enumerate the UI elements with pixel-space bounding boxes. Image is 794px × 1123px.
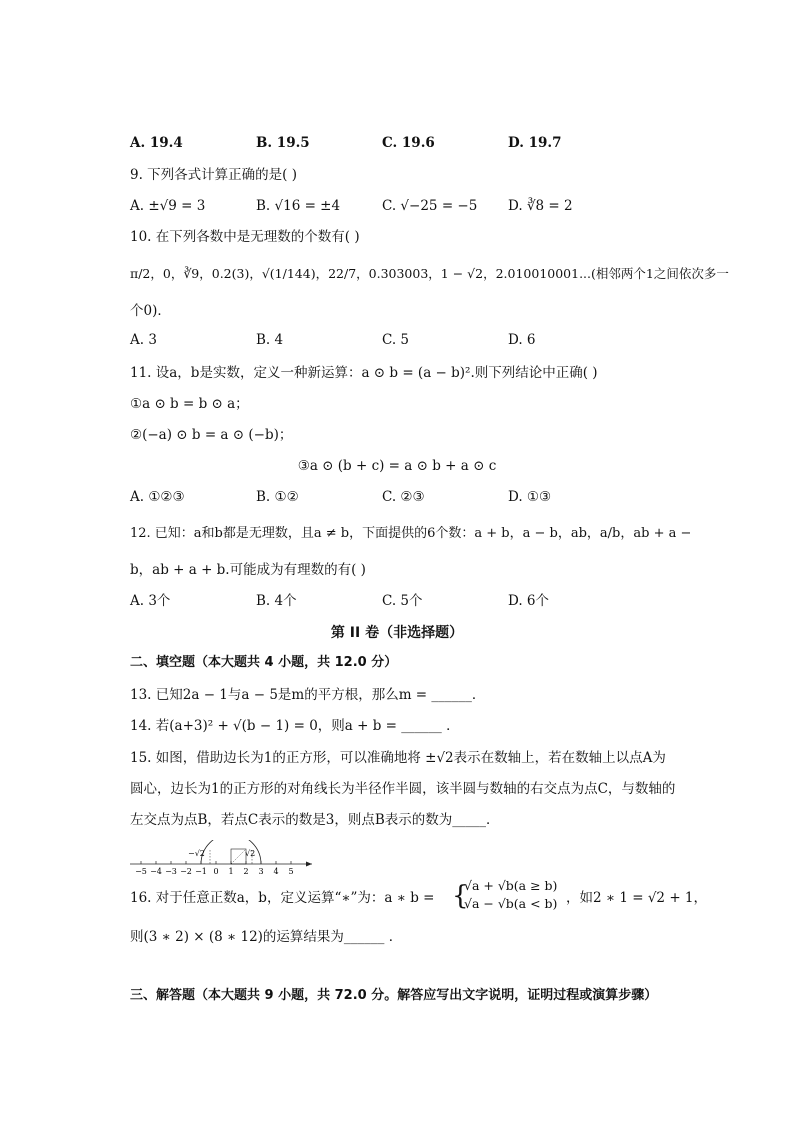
- q12-line1: 12. 已知：a和b都是无理数，且a ≠ b，下面提供的6个数：a + b，a − b，ab，a/b，ab + a −: [130, 526, 692, 541]
- number-line-tick-label: 2: [243, 867, 249, 876]
- neg-sqrt2-label: −√2: [188, 849, 205, 858]
- q9-option-a: A. ±√9 = 3: [130, 198, 206, 214]
- q8-option-a: A. 19.4: [130, 135, 183, 151]
- q11-stem: 11. 设a，b是实数，定义一种新运算：a ⊙ b = (a − b)².则下列结论中正确( ): [130, 365, 598, 381]
- q15-line3: 左交点为点B，若点C表示的数是3，则点B表示的数为_____．: [130, 812, 500, 828]
- q11-option-a: A. ①②③: [130, 489, 185, 505]
- q10-numbers-line2: 个0)．: [130, 303, 171, 319]
- q16-case-2: √a − √b(a < b): [464, 896, 558, 911]
- number-line-tick-label: 0: [213, 867, 219, 876]
- number-line-tick-label: 5: [288, 867, 294, 876]
- q12-line2: b，ab + a + b.可能成为有理数的有( ): [130, 562, 366, 578]
- q12-option-a: A. 3个: [130, 593, 171, 609]
- q11-option-b: B. ①②: [256, 489, 299, 505]
- section-solutions-heading: 三、解答题（本大题共 9 小题，共 72.0 分。解答应写出文字说明，证明过程或演算步骤）: [130, 988, 658, 1003]
- q10-option-c: C. 5: [382, 332, 410, 348]
- q15-line2: 圆心，边长为1的正方形的对角线长为半径作半圆，该半圆与数轴的右交点为点C，与数轴的: [130, 781, 676, 797]
- q12-option-d: D. 6个: [508, 593, 550, 609]
- number-line-tick-label: 4: [273, 867, 279, 876]
- q12-option-b: B. 4个: [256, 593, 297, 609]
- number-line-tick-label: −4: [150, 867, 162, 876]
- q16-case-1: √a + √b(a ≥ b): [464, 878, 558, 893]
- q9-option-b: B. √16 = ±4: [256, 198, 341, 214]
- number-line-tick-label: 1: [228, 867, 234, 876]
- number-line-tick-label: −2: [180, 867, 192, 876]
- number-line-tick-label: 3: [258, 867, 264, 876]
- q11-statement-2: ②(−a) ⊙ b = a ⊙ (−b)；: [130, 427, 293, 443]
- q15-line1: 15. 如图，借助边长为1的正方形，可以准确地将 ±√2表示在数轴上，若在数轴上以点A为: [130, 750, 666, 766]
- section-fill-in-heading: 二、填空题（本大题共 4 小题，共 12.0 分）: [130, 655, 398, 670]
- part2-title: 第 II 卷（非选择题）: [330, 625, 464, 641]
- q9-stem: 9. 下列各式计算正确的是( ): [130, 167, 297, 183]
- q16-brace: {: [452, 881, 469, 911]
- q10-option-d: D. 6: [508, 332, 536, 348]
- number-line-figure: [128, 840, 318, 876]
- q13: 13. 已知2a − 1与a − 5是m的平方根，那么m = ______．: [130, 687, 486, 703]
- pos-sqrt2-label: √2: [245, 849, 256, 858]
- number-line-arrow: [306, 862, 312, 867]
- q8-option-c: C. 19.6: [382, 135, 435, 151]
- q10-stem: 10. 在下列各数中是无理数的个数有( ): [130, 229, 360, 245]
- q8-option-d: D. 19.7: [508, 135, 562, 151]
- q11-option-d: D. ①③: [508, 489, 552, 505]
- number-line-ticks: [135, 861, 293, 876]
- square-diagonal: [231, 849, 246, 864]
- q16-line1-suffix: ，如2 ∗ 1 = √2 + 1，: [566, 890, 708, 906]
- q8-option-b: B. 19.5: [256, 135, 310, 151]
- q10-option-b: B. 4: [256, 332, 284, 348]
- q12-option-c: C. 5个: [382, 593, 423, 609]
- q9-option-c: C. √−25 = −5: [382, 198, 478, 214]
- q10-option-a: A. 3: [130, 332, 157, 348]
- q16-line1-prefix: 16. 对于任意正数a，b，定义运算“∗”为：a ∗ b =: [130, 890, 435, 906]
- q11-option-c: C. ②③: [382, 489, 425, 505]
- number-line-tick-label: −1: [195, 867, 207, 876]
- q14: 14. 若(a+3)² + √(b − 1) = 0，则a + b = ______ ．: [130, 718, 460, 734]
- number-line-tick-label: −3: [165, 867, 177, 876]
- q16-line2: 则(3 ∗ 2) × (8 ∗ 12)的运算结果为______ ．: [130, 929, 403, 945]
- number-line-tick-label: −5: [135, 867, 147, 876]
- q11-statement-1: ①a ⊙ b = b ⊙ a；: [130, 396, 249, 412]
- q9-option-d: D. ∛8 = 2: [508, 198, 573, 214]
- q10-numbers-line1: π/2，0，∛9，0.2(3)，√(1/144)，22/7，0.303003，1 − √2，2.010010001...(相邻两个1之间依次多一: [130, 266, 729, 281]
- q11-statement-3: ③a ⊙ (b + c) = a ⊙ b + a ⊙ c: [297, 458, 497, 474]
